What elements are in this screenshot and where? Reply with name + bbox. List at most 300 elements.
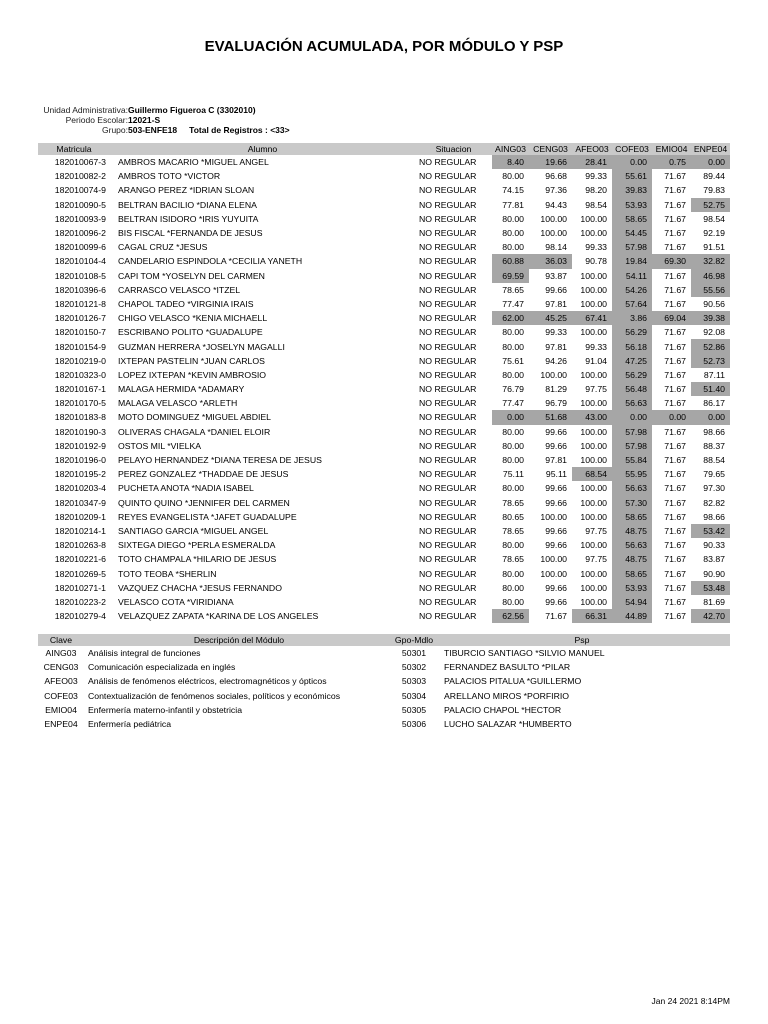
grade-cell: 82.82 xyxy=(703,497,725,508)
situacion-cell: NO REGULAR xyxy=(419,228,477,239)
grade-cell: 77.47 xyxy=(502,398,524,409)
alumno-cell: OLIVERAS CHAGALA *DANIEL ELOIR xyxy=(118,426,271,437)
grade-cell: 71.67 xyxy=(664,199,686,210)
grupo-code: 503-ENFE18 xyxy=(128,125,178,135)
module-gpo: 50302 xyxy=(401,662,427,673)
grade-cell: 80.00 xyxy=(502,455,524,466)
grade-cell: 90.78 xyxy=(585,256,607,267)
grade-cell: 100.00 xyxy=(580,284,607,295)
grupo-value xyxy=(128,125,290,135)
grade-cell: 0.00 xyxy=(691,410,730,424)
grade-cell: 71.67 xyxy=(664,228,686,239)
grade-cell: 57.98 xyxy=(612,425,652,439)
grade-cell: 45.25 xyxy=(529,311,572,325)
matricula-cell: 182010170-5 xyxy=(54,398,106,409)
situacion-cell: NO REGULAR xyxy=(419,157,477,168)
grade-cell: 19.84 xyxy=(612,254,652,268)
situacion-cell: NO REGULAR xyxy=(419,398,477,409)
grade-cell: 39.38 xyxy=(691,311,730,325)
grade-cell: 51.68 xyxy=(529,410,572,424)
grade-cell: 97.36 xyxy=(545,185,567,196)
module-psp: LUCHO SALAZAR *HUMBERTO xyxy=(444,719,572,730)
alumno-cell: BELTRAN ISIDORO *IRIS YUYUITA xyxy=(118,213,259,224)
grade-cell: 74.15 xyxy=(502,185,524,196)
table-row xyxy=(38,425,730,439)
table-row xyxy=(38,439,730,453)
grade-cell: 80.00 xyxy=(502,213,524,224)
grade-cell: 76.79 xyxy=(502,384,524,395)
table-row xyxy=(38,524,730,538)
alumno-cell: CHIGO VELASCO *KENIA MICHAELL xyxy=(118,313,268,324)
grade-cell: 100.00 xyxy=(580,582,607,593)
table-row xyxy=(38,325,730,339)
matricula-cell: 182010192-9 xyxy=(54,440,106,451)
table-row xyxy=(38,496,730,510)
grade-cell: 80.00 xyxy=(502,369,524,380)
matricula-cell: 182010108-5 xyxy=(54,270,106,281)
grade-cell: 80.00 xyxy=(502,341,524,352)
grade-cell: 68.54 xyxy=(572,467,612,481)
grade-cell: 54.11 xyxy=(612,269,652,283)
unidad-value: Guillermo Figueroa C (3302010) xyxy=(128,105,256,115)
table-row xyxy=(38,467,730,481)
alumno-cell: MALAGA HERMIDA *ADAMARY xyxy=(118,384,245,395)
grades-table xyxy=(38,143,730,623)
table-row xyxy=(38,410,730,424)
table-row xyxy=(38,510,730,524)
grade-cell: 99.33 xyxy=(585,171,607,182)
grade-cell: 8.40 xyxy=(492,155,529,169)
situacion-cell: NO REGULAR xyxy=(419,525,477,536)
unidad-label: Unidad Administrativa: xyxy=(43,105,128,115)
table-row xyxy=(38,368,730,382)
grade-cell: 90.90 xyxy=(703,568,725,579)
situacion-cell: NO REGULAR xyxy=(419,185,477,196)
table-row xyxy=(38,254,730,268)
alumno-cell: GUZMAN HERRERA *JOSELYN MAGALLI xyxy=(118,341,285,352)
grade-cell: 32.82 xyxy=(691,254,730,268)
grade-cell: 48.75 xyxy=(612,552,652,566)
grade-cell: 62.56 xyxy=(492,609,529,623)
grade-cell: 71.67 xyxy=(664,341,686,352)
grade-cell: 78.65 xyxy=(502,497,524,508)
situacion-cell: NO REGULAR xyxy=(419,426,477,437)
grade-cell: 83.87 xyxy=(703,554,725,565)
situacion-cell: NO REGULAR xyxy=(419,440,477,451)
module-row xyxy=(38,689,730,703)
grade-cell: 90.33 xyxy=(703,540,725,551)
table-row xyxy=(38,382,730,396)
col-cofe03: COFE03 xyxy=(612,143,652,155)
grade-cell: 92.19 xyxy=(703,228,725,239)
module-description: Contextualización de fenómenos sociales, políticos y económicos xyxy=(88,690,341,701)
situacion-cell: NO REGULAR xyxy=(419,355,477,366)
module-clave: EMIO04 xyxy=(45,704,77,715)
grade-cell: 98.20 xyxy=(585,185,607,196)
matricula-cell: 182010093-9 xyxy=(54,213,106,224)
situacion-cell: NO REGULAR xyxy=(419,483,477,494)
grade-cell: 99.66 xyxy=(545,525,567,536)
grade-cell: 97.75 xyxy=(585,554,607,565)
grade-cell: 58.65 xyxy=(612,510,652,524)
grade-cell: 80.65 xyxy=(502,511,524,522)
grade-cell: 0.00 xyxy=(691,155,730,169)
periodo-label: Periodo Escolar: xyxy=(65,115,128,125)
grade-cell: 78.65 xyxy=(502,554,524,565)
alumno-cell: CAGAL CRUZ *JESUS xyxy=(118,242,208,253)
grade-cell: 80.00 xyxy=(502,327,524,338)
grade-cell: 56.63 xyxy=(612,396,652,410)
grade-cell: 28.41 xyxy=(572,155,612,169)
module-description: Comunicación especializada en inglés xyxy=(88,662,236,673)
grade-cell: 100.00 xyxy=(580,483,607,494)
grade-cell: 98.54 xyxy=(703,213,725,224)
matricula-cell: 182010219-0 xyxy=(54,355,106,366)
alumno-cell: ARANGO PEREZ *IDRIAN SLOAN xyxy=(118,185,255,196)
col-enpe04: ENPE04 xyxy=(691,143,730,155)
grade-cell: 80.00 xyxy=(502,596,524,607)
situacion-cell: NO REGULAR xyxy=(419,455,477,466)
alumno-cell: ESCRIBANO POLITO *GUADALUPE xyxy=(118,327,263,338)
grade-cell: 100.00 xyxy=(540,568,567,579)
table-row xyxy=(38,538,730,552)
grade-cell: 71.67 xyxy=(664,483,686,494)
alumno-cell: TOTO CHAMPALA *HILARIO DE JESUS xyxy=(118,554,277,565)
table-row xyxy=(38,453,730,467)
matricula-cell: 182010269-5 xyxy=(54,568,106,579)
grade-cell: 96.79 xyxy=(545,398,567,409)
module-row xyxy=(38,717,730,731)
alumno-cell: BIS FISCAL *FERNANDA DE JESUS xyxy=(118,228,263,239)
grade-cell: 100.00 xyxy=(580,213,607,224)
grade-cell: 46.98 xyxy=(691,269,730,283)
grade-cell: 88.54 xyxy=(703,455,725,466)
alumno-cell: VAZQUEZ CHACHA *JESUS FERNANDO xyxy=(118,582,282,593)
grade-cell: 100.00 xyxy=(580,596,607,607)
table-row xyxy=(38,481,730,495)
grade-cell: 0.00 xyxy=(652,410,691,424)
grade-cell: 81.69 xyxy=(703,596,725,607)
table-row xyxy=(38,226,730,240)
grade-cell: 97.75 xyxy=(585,525,607,536)
module-description: Análisis integral de funciones xyxy=(88,648,201,659)
grade-cell: 92.08 xyxy=(703,327,725,338)
situacion-cell: NO REGULAR xyxy=(419,213,477,224)
table-row xyxy=(38,155,730,169)
matricula-cell: 182010096-2 xyxy=(54,228,106,239)
matricula-cell: 182010271-1 xyxy=(54,582,106,593)
col-ceng03: CENG03 xyxy=(529,143,572,155)
grade-cell: 88.37 xyxy=(703,440,725,451)
grade-cell: 60.88 xyxy=(492,254,529,268)
alumno-cell: PELAYO HERNANDEZ *DIANA TERESA DE JESUS xyxy=(118,455,322,466)
grade-cell: 91.04 xyxy=(585,355,607,366)
grade-cell: 100.00 xyxy=(540,511,567,522)
alumno-cell: IXTEPAN PASTELIN *JUAN CARLOS xyxy=(118,355,265,366)
grade-cell: 3.86 xyxy=(612,311,652,325)
table-row xyxy=(38,240,730,254)
grade-cell: 69.30 xyxy=(652,254,691,268)
grade-cell: 0.00 xyxy=(612,155,652,169)
situacion-cell: NO REGULAR xyxy=(419,270,477,281)
grade-cell: 99.66 xyxy=(545,284,567,295)
module-psp: FERNANDEZ BASULTO *PILAR xyxy=(444,662,571,673)
alumno-cell: SANTIAGO GARCIA *MIGUEL ANGEL xyxy=(118,525,269,536)
grade-cell: 97.75 xyxy=(585,384,607,395)
grade-cell: 80.00 xyxy=(502,440,524,451)
col-situacion: Situacion xyxy=(415,143,492,155)
module-gpo: 50305 xyxy=(401,704,427,715)
matricula-cell: 182010126-7 xyxy=(54,313,106,324)
alumno-cell: PEREZ GONZALEZ *THADDAE DE JESUS xyxy=(118,469,289,480)
module-gpo: 50303 xyxy=(401,676,427,687)
grade-cell: 78.65 xyxy=(502,525,524,536)
grade-cell: 48.75 xyxy=(612,524,652,538)
footer-timestamp: Jan 24 2021 8:14PM xyxy=(651,996,730,1006)
grade-cell: 0.00 xyxy=(492,410,529,424)
grade-cell: 100.00 xyxy=(540,369,567,380)
module-psp: PALACIO CHAPOL *HECTOR xyxy=(444,704,562,715)
grade-cell: 97.81 xyxy=(545,298,567,309)
table-row xyxy=(38,339,730,353)
table-row xyxy=(38,169,730,183)
module-gpo: 50301 xyxy=(401,648,427,659)
grade-cell: 87.11 xyxy=(703,369,725,380)
table-row xyxy=(38,609,730,623)
matricula-cell: 182010263-8 xyxy=(54,540,106,551)
alumno-cell: VELAZQUEZ ZAPATA *KARINA DE LOS ANGELES xyxy=(118,611,319,622)
matricula-cell: 182010074-9 xyxy=(54,185,106,196)
table-row xyxy=(38,269,730,283)
grade-cell: 71.67 xyxy=(545,611,567,622)
grade-cell: 54.45 xyxy=(612,226,652,240)
situacion-cell: NO REGULAR xyxy=(419,384,477,395)
grade-cell: 56.63 xyxy=(612,538,652,552)
grade-cell: 67.41 xyxy=(572,311,612,325)
situacion-cell: NO REGULAR xyxy=(419,540,477,551)
grade-cell: 56.29 xyxy=(612,368,652,382)
modules-body xyxy=(38,646,730,731)
matricula-cell: 182010221-6 xyxy=(54,554,106,565)
alumno-cell: CHAPOL TADEO *VIRGINIA IRAIS xyxy=(118,298,254,309)
alumno-cell: TOTO TEOBA *SHERLIN xyxy=(118,568,217,579)
alumno-cell: CANDELARIO ESPINDOLA *CECILIA YANETH xyxy=(118,256,303,267)
grade-cell: 43.00 xyxy=(572,410,612,424)
situacion-cell: NO REGULAR xyxy=(419,412,477,423)
grade-cell: 57.98 xyxy=(612,240,652,254)
matricula-cell: 182010082-2 xyxy=(54,171,106,182)
grade-cell: 80.00 xyxy=(502,540,524,551)
module-clave: ENPE04 xyxy=(44,719,78,730)
grade-cell: 52.75 xyxy=(691,198,730,212)
grade-cell: 100.00 xyxy=(580,455,607,466)
grade-cell: 57.30 xyxy=(612,496,652,510)
col-afeo03: AFEO03 xyxy=(572,143,612,155)
grade-cell: 53.93 xyxy=(612,198,652,212)
table-row xyxy=(38,283,730,297)
grade-cell: 71.67 xyxy=(664,440,686,451)
alumno-cell: LOPEZ IXTEPAN *KEVIN AMBROSIO xyxy=(118,369,267,380)
grade-cell: 94.26 xyxy=(545,355,567,366)
col-clave: Clave xyxy=(38,634,84,646)
grade-cell: 55.84 xyxy=(612,453,652,467)
alumno-cell: VELASCO COTA *VIRIDIANA xyxy=(118,596,234,607)
grade-cell: 99.66 xyxy=(545,540,567,551)
table-row xyxy=(38,212,730,226)
grade-cell: 69.04 xyxy=(652,311,691,325)
situacion-cell: NO REGULAR xyxy=(419,511,477,522)
grade-cell: 99.66 xyxy=(545,582,567,593)
matricula-cell: 182010214-1 xyxy=(54,525,106,536)
grade-cell: 99.66 xyxy=(545,440,567,451)
grade-cell: 97.81 xyxy=(545,455,567,466)
table-row xyxy=(38,297,730,311)
grade-cell: 71.67 xyxy=(664,426,686,437)
grade-cell: 53.93 xyxy=(612,581,652,595)
grade-cell: 71.67 xyxy=(664,369,686,380)
grade-cell: 79.83 xyxy=(703,185,725,196)
situacion-cell: NO REGULAR xyxy=(419,256,477,267)
module-clave: CENG03 xyxy=(43,662,79,673)
grade-cell: 100.00 xyxy=(580,568,607,579)
module-row xyxy=(38,646,730,660)
grade-cell: 44.89 xyxy=(612,609,652,623)
matricula-cell: 182010396-6 xyxy=(54,284,106,295)
col-matricula: Matricula xyxy=(38,143,110,155)
grade-cell: 42.70 xyxy=(691,609,730,623)
module-psp: TIBURCIO SANTIAGO *SILVIO MANUEL xyxy=(444,648,605,659)
module-row xyxy=(38,660,730,674)
grade-cell: 56.48 xyxy=(612,382,652,396)
alumno-cell: QUINTO QUINO *JENNIFER DEL CARMEN xyxy=(118,497,290,508)
module-psp: PALACIOS PITALUA *GUILLERMO xyxy=(444,676,582,687)
grade-cell: 57.98 xyxy=(612,439,652,453)
grade-cell: 47.25 xyxy=(612,354,652,368)
table-row xyxy=(38,311,730,325)
grade-cell: 100.00 xyxy=(580,398,607,409)
grade-cell: 71.67 xyxy=(664,185,686,196)
grade-cell: 99.66 xyxy=(545,596,567,607)
alumno-cell: MOTO DOMINGUEZ *MIGUEL ABDIEL xyxy=(118,412,272,423)
grade-cell: 99.33 xyxy=(585,341,607,352)
grade-cell: 100.00 xyxy=(580,270,607,281)
grade-cell: 93.87 xyxy=(545,270,567,281)
grades-header-row xyxy=(38,143,730,155)
grade-cell: 98.54 xyxy=(585,199,607,210)
situacion-cell: NO REGULAR xyxy=(419,596,477,607)
situacion-cell: NO REGULAR xyxy=(419,497,477,508)
grade-cell: 71.67 xyxy=(664,611,686,622)
report-info xyxy=(0,105,768,139)
situacion-cell: NO REGULAR xyxy=(419,611,477,622)
situacion-cell: NO REGULAR xyxy=(419,369,477,380)
table-row xyxy=(38,198,730,212)
grade-cell: 71.67 xyxy=(664,298,686,309)
grade-cell: 54.26 xyxy=(612,283,652,297)
grade-cell: 99.66 xyxy=(545,497,567,508)
grade-cell: 100.00 xyxy=(580,540,607,551)
situacion-cell: NO REGULAR xyxy=(419,242,477,253)
grade-cell: 71.67 xyxy=(664,284,686,295)
alumno-cell: BELTRAN BACILIO *DIANA ELENA xyxy=(118,199,257,210)
table-row xyxy=(38,595,730,609)
grade-cell: 71.67 xyxy=(664,171,686,182)
grade-cell: 53.42 xyxy=(691,524,730,538)
grade-cell: 97.30 xyxy=(703,483,725,494)
col-gpo-mdlo: Gpo-Mdlo xyxy=(394,635,434,645)
grade-cell: 71.67 xyxy=(664,596,686,607)
grade-cell: 19.66 xyxy=(529,155,572,169)
modules-table xyxy=(38,634,730,731)
table-row xyxy=(38,581,730,595)
grade-cell: 100.00 xyxy=(540,213,567,224)
module-clave: AFEO03 xyxy=(44,676,78,687)
grade-cell: 71.67 xyxy=(664,270,686,281)
grade-cell: 90.56 xyxy=(703,298,725,309)
grade-cell: 80.00 xyxy=(502,171,524,182)
col-descripcion: Descripción del Módulo xyxy=(84,634,394,646)
situacion-cell: NO REGULAR xyxy=(419,199,477,210)
alumno-cell: REYES EVANGELISTA *JAFET GUADALUPE xyxy=(118,511,297,522)
alumno-cell: SIXTEGA DIEGO *PERLA ESMERALDA xyxy=(118,540,276,551)
matricula-cell: 182010190-3 xyxy=(54,426,106,437)
col-psp: Psp xyxy=(434,634,730,646)
page-title: EVALUACIÓN ACUMULADA, POR MÓDULO Y PSP xyxy=(204,38,564,55)
module-row xyxy=(38,674,730,688)
grupo-label: Grupo: xyxy=(102,125,128,135)
grade-cell: 91.51 xyxy=(703,242,725,253)
module-clave: AING03 xyxy=(45,648,77,659)
grade-cell: 36.03 xyxy=(529,254,572,268)
matricula-cell: 182010121-8 xyxy=(54,298,106,309)
grade-cell: 99.33 xyxy=(545,327,567,338)
situacion-cell: NO REGULAR xyxy=(419,171,477,182)
grade-cell: 62.00 xyxy=(492,311,529,325)
matricula-cell: 182010104-4 xyxy=(54,256,106,267)
matricula-cell: 182010167-1 xyxy=(54,384,106,395)
grade-cell: 71.67 xyxy=(664,568,686,579)
grade-cell: 58.65 xyxy=(612,212,652,226)
grade-cell: 71.67 xyxy=(664,525,686,536)
grade-cell: 95.11 xyxy=(545,469,567,480)
situacion-cell: NO REGULAR xyxy=(419,341,477,352)
grade-cell: 51.40 xyxy=(691,382,730,396)
matricula-cell: 182010154-9 xyxy=(54,341,106,352)
module-description: Análisis de fenómenos eléctricos, electromagnéticos y ópticos xyxy=(88,676,327,687)
grade-cell: 100.00 xyxy=(580,511,607,522)
module-gpo: 50304 xyxy=(401,690,427,701)
situacion-cell: NO REGULAR xyxy=(419,554,477,565)
table-row xyxy=(38,183,730,197)
grade-cell: 100.00 xyxy=(540,554,567,565)
alumno-cell: MALAGA VELASCO *ARLETH xyxy=(118,398,238,409)
grade-cell: 56.63 xyxy=(612,481,652,495)
grade-cell: 52.86 xyxy=(691,339,730,353)
grade-cell: 100.00 xyxy=(580,440,607,451)
grade-cell: 99.66 xyxy=(545,483,567,494)
grade-cell: 39.83 xyxy=(612,183,652,197)
grade-cell: 100.00 xyxy=(580,228,607,239)
grade-cell: 71.67 xyxy=(664,469,686,480)
col-emio04: EMIO04 xyxy=(652,143,691,155)
grade-cell: 0.00 xyxy=(612,410,652,424)
module-description: Enfermería materno-infantil y obstetricia xyxy=(88,704,243,715)
grade-cell: 56.18 xyxy=(612,339,652,353)
grade-cell: 55.56 xyxy=(691,283,730,297)
situacion-cell: NO REGULAR xyxy=(419,568,477,579)
grade-cell: 69.59 xyxy=(492,269,529,283)
matricula-cell: 182010150-7 xyxy=(54,327,106,338)
